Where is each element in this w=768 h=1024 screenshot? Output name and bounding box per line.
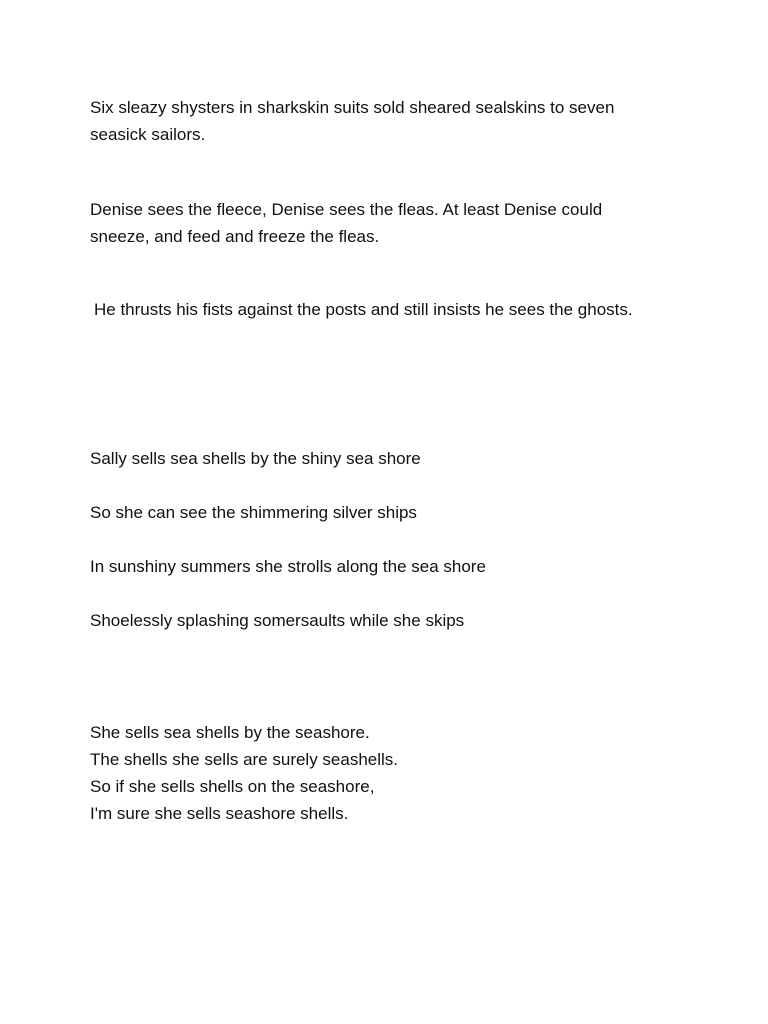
tongue-twister-2-line-2: sneeze, and feed and freeze the fleas. <box>90 227 380 246</box>
tongue-twister-1-line-1: Six sleazy shysters in sharkskin suits sold sheared sealskins to seven <box>90 98 615 117</box>
tongue-twister-3-line-1: He thrusts his fists against the posts and still insists he sees the ghosts. <box>94 300 633 319</box>
poem-2-line-4: I'm sure she sells seashore shells. <box>90 804 349 823</box>
tongue-twister-1-line-2: seasick sailors. <box>90 125 206 144</box>
poem-1-line-4: Shoelessly splashing somersaults while she skips <box>90 611 465 630</box>
poem-1-line-1: Sally sells sea shells by the shiny sea shore <box>90 449 421 468</box>
poem-1-line-2: So she can see the shimmering silver ships <box>90 503 417 522</box>
poem-2-line-3: So if she sells shells on the seashore, <box>90 777 375 796</box>
tongue-twister-2-line-1: Denise sees the fleece, Denise sees the fleas. At least Denise could <box>90 200 603 219</box>
poem-2-line-2: The shells she sells are surely seashells. <box>90 750 399 769</box>
poem-1-line-3: In sunshiny summers she strolls along the sea shore <box>90 557 486 576</box>
poem-2-line-1: She sells sea shells by the seashore. <box>90 723 370 742</box>
